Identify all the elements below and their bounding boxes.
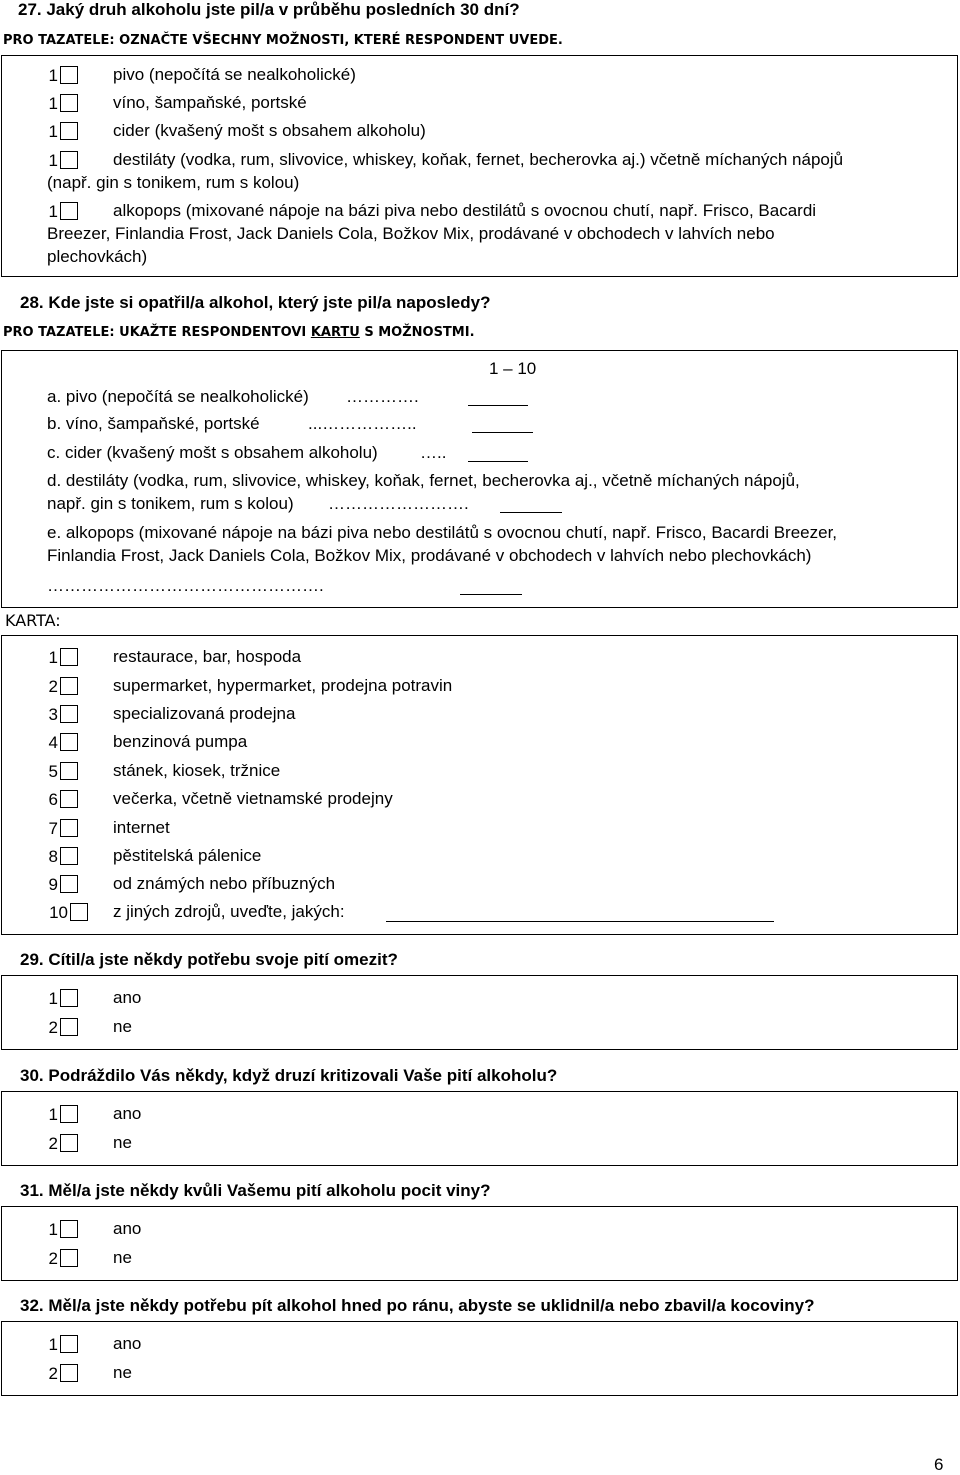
card-opt10-checkbox[interactable] [70,903,88,921]
q32-opt1-checkbox[interactable] [60,1335,78,1353]
card-opt9-label: od známých nebo příbuzných [113,874,336,893]
card-opt4-label: benzinová pumpa [113,732,248,751]
card-opt7-label: internet [113,818,170,837]
q28-item-d-answer-line[interactable] [500,512,562,513]
q28-instruction-card-word: KARTU [310,325,360,340]
q28-item-d-label-2: např. gin s tonikem, rum s kolou) [47,494,294,513]
q32-opt1-label: ano [113,1334,142,1353]
card-opt3-number: 3 [48,705,58,724]
card-opt2-checkbox[interactable] [60,677,78,695]
q31-opt2-checkbox[interactable] [60,1249,78,1267]
q28-item-e-label-2: Finlandia Frost, Jack Daniels Cola, Božkov Mix, prodávané v obchodech v lahvích nebo plechovkách) [47,546,812,565]
q28-item-b-dots: ...…………….. [308,414,417,433]
q28-item-a-label: a. pivo (nepočítá se nealkoholické) [47,387,309,406]
q30-opt2-label: ne [113,1133,132,1152]
q28-range-label: 1 – 10 [489,359,537,378]
card-opt8-checkbox[interactable] [60,847,78,865]
card-opt3-checkbox[interactable] [60,705,78,723]
q29-opt2-checkbox[interactable] [60,1018,78,1036]
card-opt7-number: 7 [48,819,58,838]
card-options-box [1,635,958,935]
q28-item-c-answer-line[interactable] [468,461,528,462]
q31-opt2-number: 2 [48,1249,58,1268]
card-opt1-checkbox[interactable] [60,648,78,666]
card-opt2-label: supermarket, hypermarket, prodejna potravin [113,676,453,695]
q29-title: 29. Cítil/a jste někdy potřebu svoje pití omezit? [20,950,398,969]
card-opt5-checkbox[interactable] [60,762,78,780]
q31-title: 31. Měl/a jste někdy kvůli Vašemu pití alkoholu pocit viny? [20,1181,491,1200]
q27-opt5-label-continued-2: plechovkách) [47,247,148,266]
q32-opt1-number: 1 [48,1335,58,1354]
q27-opt4-number: 1 [48,151,58,170]
q28-answer-box [1,350,958,608]
q28-item-a-answer-line[interactable] [468,405,528,406]
card-opt1-label: restaurace, bar, hospoda [113,647,302,666]
q27-opt5-number: 1 [48,202,58,221]
q28-item-d-dots: ……………………. [328,494,469,513]
q32-title: 32. Měl/a jste někdy potřebu pít alkohol hned po ránu, abyste se uklidnil/a nebo zbavil/a kocoviny? [20,1296,815,1315]
q29-options-box [1,975,958,1050]
card-opt3-label: specializovaná prodejna [113,704,296,723]
card-opt10-label: z jiných zdrojů, uveďte, jakých: [113,902,345,921]
q29-opt1-number: 1 [48,989,58,1008]
q30-opt1-number: 1 [48,1105,58,1124]
card-label: KARTA: [5,611,61,630]
q30-opt1-label: ano [113,1104,142,1123]
q27-opt1-checkbox[interactable] [60,66,78,84]
q28-item-c-label: c. cider (kvašený mošt s obsahem alkoholu) [47,443,378,462]
q28-title: 28. Kde jste si opatřil/a alkohol, který jste pil/a naposledy? [20,293,491,312]
card-opt5-label: stánek, kiosek, tržnice [113,761,281,780]
q30-title: 30. Podráždilo Vás někdy, když druzí kritizovali Vaše pití alkoholu? [20,1066,558,1085]
q28-instruction-suffix: S MOŽNOSTMI. [359,325,475,340]
q31-opt2-label: ne [113,1248,132,1267]
q28-item-e-dots: …………………………………………. [47,576,324,595]
q27-title: 27. Jaký druh alkoholu jste pil/a v průběhu posledních 30 dní? [18,0,520,19]
q29-opt1-checkbox[interactable] [60,989,78,1007]
q27-opt2-number: 1 [48,94,58,113]
card-opt2-number: 2 [48,677,58,696]
q27-opt2-checkbox[interactable] [60,94,78,112]
q30-opt2-number: 2 [48,1134,58,1153]
page-number: 6 [934,1455,944,1474]
q28-item-e-answer-line[interactable] [460,594,522,595]
card-opt10-specify-line[interactable] [386,921,774,922]
q31-opt1-number: 1 [48,1220,58,1239]
q29-opt2-number: 2 [48,1018,58,1037]
card-opt5-number: 5 [48,762,58,781]
q31-opt1-checkbox[interactable] [60,1220,78,1238]
q27-opt5-label-continued-1: Breezer, Finlandia Frost, Jack Daniels Cola, Božkov Mix, prodávané v obchodech v lahvích nebo [47,224,775,243]
q30-opt1-checkbox[interactable] [60,1105,78,1123]
card-opt4-checkbox[interactable] [60,733,78,751]
card-opt4-number: 4 [48,733,58,752]
q30-opt2-checkbox[interactable] [60,1134,78,1152]
q32-opt2-checkbox[interactable] [60,1364,78,1382]
q31-options-box [1,1206,958,1281]
card-opt8-label: pěstitelská pálenice [113,846,262,865]
q29-opt2-label: ne [113,1017,132,1036]
q28-item-d-label-1: d. destiláty (vodka, rum, slivovice, whiskey, koňak, fernet, becherovka aj., včetně míchaných nápojů, [47,471,800,490]
q29-opt1-label: ano [113,988,142,1007]
q28-instruction [3,325,475,340]
q27-opt5-checkbox[interactable] [60,202,78,220]
q27-opt3-checkbox[interactable] [60,122,78,140]
card-opt9-number: 9 [48,875,58,894]
q30-options-box [1,1091,958,1166]
q28-item-c-dots: ….. [420,443,447,462]
card-opt6-number: 6 [48,790,58,809]
card-opt10-number: 10 [49,903,68,922]
q27-opt2-label: víno, šampaňské, portské [113,93,307,112]
card-opt1-number: 1 [48,648,58,667]
card-opt6-checkbox[interactable] [60,790,78,808]
q27-instruction: PRO TAZATELE: OZNAČTE VŠECHNY MOŽNOSTI, KTERÉ RESPONDENT UVEDE. [3,33,563,48]
card-opt8-number: 8 [48,847,58,866]
q27-options-box [1,55,958,277]
q28-item-a-dots: …………. [346,387,419,406]
q28-instruction-prefix: PRO TAZATELE: UKAŽTE RESPONDENTOVI [3,325,311,340]
q28-item-b-label: b. víno, šampaňské, portské [47,414,260,433]
q32-opt2-label: ne [113,1363,132,1382]
q27-opt5-label: alkopops (mixované nápoje na bázi piva nebo destilátů s ovocnou chutí, např. Frisco, Bacardi [113,201,817,220]
q27-opt4-label: destiláty (vodka, rum, slivovice, whiskey, koňak, fernet, becherovka aj.) včetně míchaných nápojů [113,150,844,169]
q32-options-box [1,1321,958,1396]
card-opt9-checkbox[interactable] [60,875,78,893]
q27-opt4-label-continued: (např. gin s tonikem, rum s kolou) [47,173,300,192]
q32-opt2-number: 2 [48,1364,58,1383]
q27-opt3-number: 1 [48,122,58,141]
q31-opt1-label: ano [113,1219,142,1238]
card-opt6-label: večerka, včetně vietnamské prodejny [113,789,393,808]
q28-item-e-label-1: e. alkopops (mixované nápoje na bázi piva nebo destilátů s ovocnou chutí, např. Frisco, Bacardi Breezer, [47,523,838,542]
q27-opt3-label: cider (kvašený mošt s obsahem alkoholu) [113,121,426,140]
q27-opt1-label: pivo (nepočítá se nealkoholické) [113,65,356,84]
card-opt7-checkbox[interactable] [60,819,78,837]
q27-opt4-checkbox[interactable] [60,151,78,169]
q28-item-b-answer-line[interactable] [472,432,533,433]
q27-opt1-number: 1 [48,66,58,85]
